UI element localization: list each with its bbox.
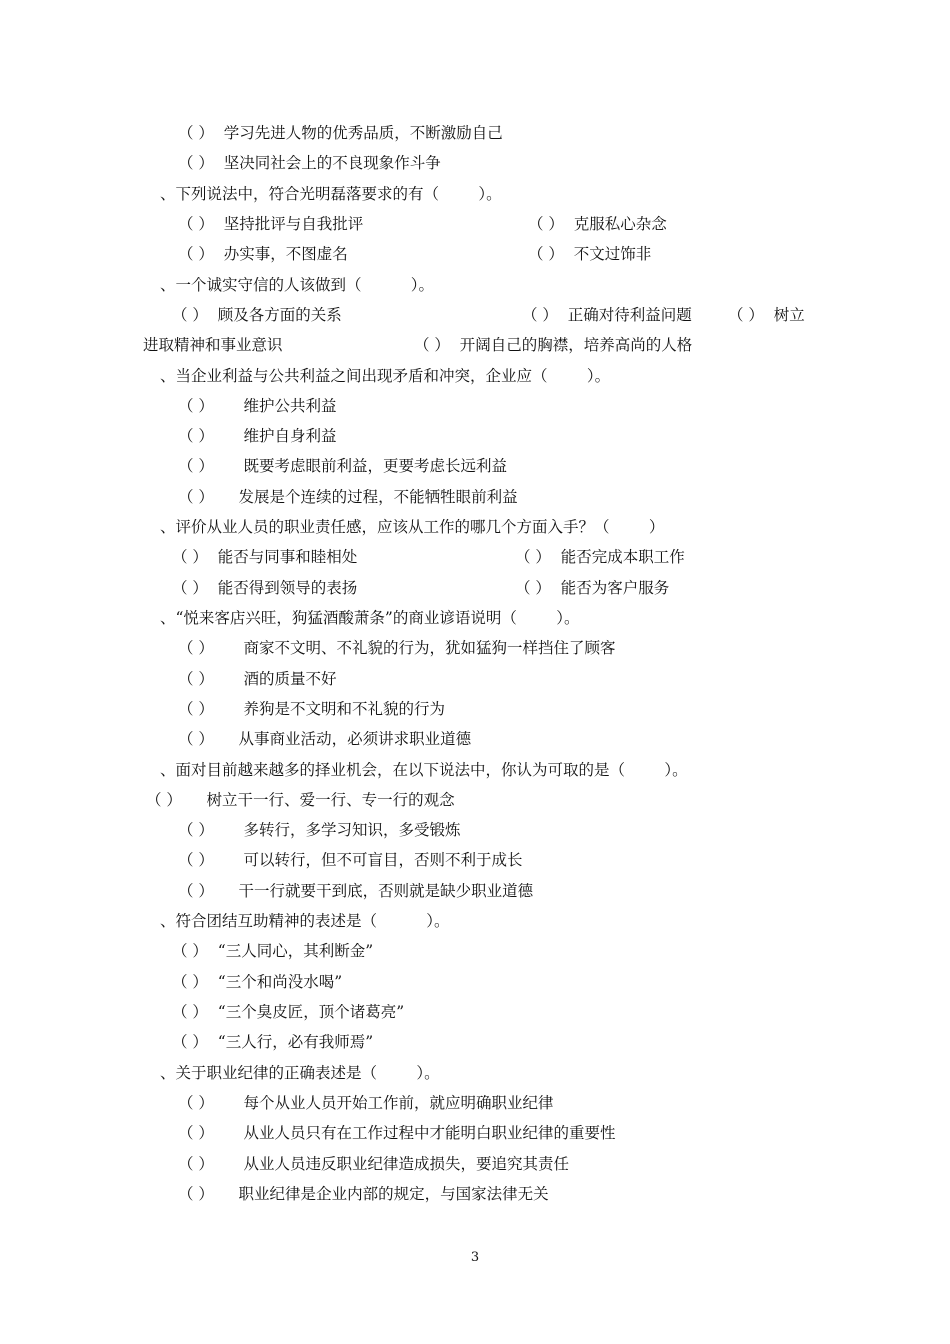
option-line: （ ） 办实事，不图虚名 [178, 245, 348, 263]
option-line: （ ） “三人同心，其利断金” [172, 942, 374, 960]
option-line: （ ） 正确对待利益问题 [522, 306, 692, 324]
option-line: （ ） 能否完成本职工作 [515, 548, 685, 566]
question-line: 、当企业利益与公共利益之间出现矛盾和冲突，企业应（ ）。 [160, 367, 611, 385]
question-line: 、评价从业人员的职业责任感，应该从工作的哪几个方面入手？（ ） [160, 518, 665, 536]
option-line: （ ） 职业纪律是企业内部的规定，与国家法律无关 [178, 1185, 549, 1203]
option-line: （ ） 商家不文明、不礼貌的行为，犹如猛狗一样挡住了顾客 [178, 639, 616, 657]
option-line: （ ） “三个和尚没水喝” [172, 973, 343, 991]
question-line: 、一个诚实守信的人该做到（ ）。 [160, 276, 435, 294]
option-line: （ ） 从业人员只有在工作过程中才能明白职业纪律的重要性 [178, 1124, 616, 1142]
option-line: （ ） 维护自身利益 [178, 427, 337, 445]
option-line: （ ） 从事商业活动，必须讲求职业道德 [178, 730, 472, 748]
option-line: （ ） 学习先进人物的优秀品质，不断激励自己 [178, 124, 503, 142]
option-line: （ ） 顾及各方面的关系 [172, 306, 342, 324]
option-line: （ ） 坚持批评与自我批评 [178, 215, 364, 233]
option-line: （ ） 每个从业人员开始工作前，就应明确职业纪律 [178, 1094, 554, 1112]
page-number: 3 [470, 1250, 480, 1265]
option-line: （ ） 能否与同事和睦相处 [172, 548, 358, 566]
option-line-continuation: 进取精神和事业意识 [143, 336, 283, 354]
question-line: 、关于职业纪律的正确表述是（ ）。 [160, 1064, 440, 1082]
option-line: （ ） 能否为客户服务 [515, 579, 670, 597]
option-line: （ ） 能否得到领导的表扬 [172, 579, 358, 597]
question-line: 、下列说法中，符合光明磊落要求的有（ ）。 [160, 185, 502, 203]
option-line: （ ） “三人行，必有我师焉” [172, 1033, 374, 1051]
option-line: （ ） 不文过饰非 [528, 245, 652, 263]
option-line: （ ） 维护公共利益 [178, 397, 337, 415]
question-line: 、面对目前越来越多的择业机会，在以下说法中，你认为可取的是（ ）。 [160, 761, 688, 779]
option-line: （ ） 树立 [728, 306, 805, 324]
option-line: （ ） 克服私心杂念 [528, 215, 667, 233]
question-line: 、符合团结互助精神的表述是（ ）。 [160, 912, 450, 930]
option-line: （ ） 树立干一行、爱一行、专一行的观念 [146, 791, 455, 809]
option-line: （ ） 发展是个连续的过程，不能牺牲眼前利益 [178, 488, 518, 506]
question-line: 、“悦来客店兴旺，狗猛酒酸萧条”的商业谚语说明（ ）。 [160, 609, 580, 627]
option-line: （ ） 开阔自己的胸襟，培养高尚的人格 [414, 336, 693, 354]
option-line: （ ） 可以转行，但不可盲目，否则不利于成长 [178, 851, 523, 869]
option-line: （ ） 干一行就要干到底，否则就是缺少职业道德 [178, 882, 534, 900]
option-line: （ ） 从业人员违反职业纪律造成损失，要追究其责任 [178, 1155, 569, 1173]
option-line: （ ） 坚决同社会上的不良现象作斗争 [178, 154, 441, 172]
option-line: （ ） 多转行，多学习知识，多受锻炼 [178, 821, 461, 839]
option-line: （ ） 酒的质量不好 [178, 670, 337, 688]
option-line: （ ） 既要考虑眼前利益，更要考虑长远利益 [178, 457, 507, 475]
option-line: （ ） “三个臭皮匠，顶个诸葛亮” [172, 1003, 405, 1021]
option-line: （ ） 养狗是不文明和不礼貌的行为 [178, 700, 445, 718]
